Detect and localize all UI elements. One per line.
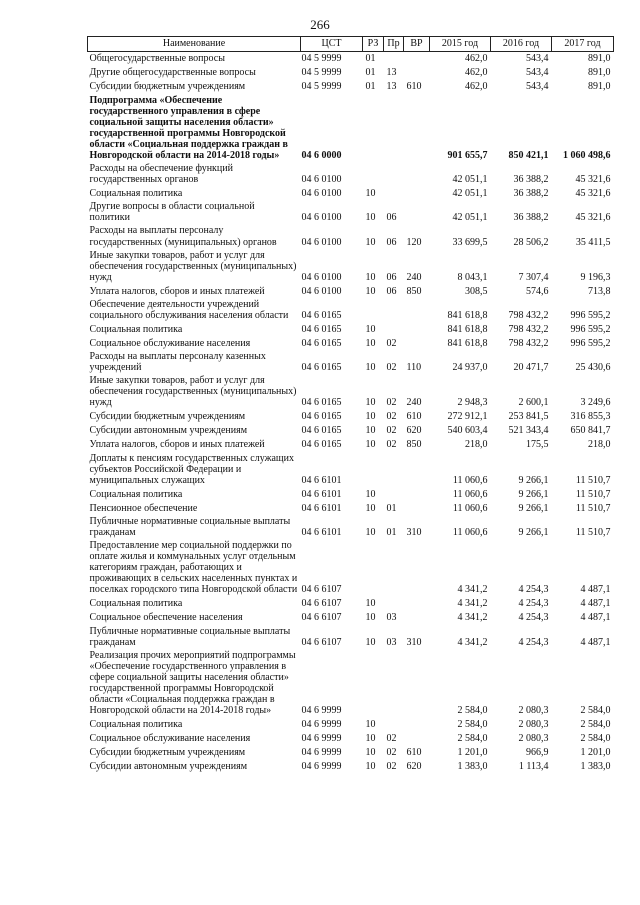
row-cst: 04 6 0100	[301, 174, 342, 186]
row-rz: 10	[365, 188, 376, 200]
row-cst: 04 6 6101	[301, 526, 342, 538]
row-cst: 04 6 9999	[301, 747, 342, 759]
header-name: Наименование	[88, 37, 301, 52]
row-2016: 543,4	[526, 81, 549, 93]
row-name: Социальная политика	[89, 598, 183, 610]
row-2016: 798 432,2	[508, 310, 549, 321]
row-2017: 1 383,0	[580, 761, 611, 773]
row-name: Общегосударственные вопросы	[89, 53, 225, 65]
row-2017: 2 584,0	[580, 733, 611, 745]
table-row	[88, 162, 614, 186]
row-2017: 4 487,1	[580, 612, 611, 624]
row-rz: 01	[365, 81, 376, 93]
row-pr	[384, 717, 404, 731]
row-2015: 841 618,8	[447, 338, 488, 349]
row-cst: 04 6 0100	[301, 212, 342, 224]
row-vr: 850	[406, 439, 422, 451]
row-pr: 02	[386, 761, 397, 773]
row-rz: 10	[365, 488, 376, 500]
row-rz: 10	[365, 598, 376, 610]
row-rz	[363, 539, 384, 596]
row-vr	[404, 322, 430, 336]
table-row	[88, 350, 614, 374]
row-2016: 36 388,2	[513, 174, 549, 186]
row-2016: 2 080,3	[518, 733, 549, 745]
budget-table	[87, 36, 614, 773]
table-row	[88, 625, 614, 649]
row-vr	[404, 539, 430, 596]
row-pr: 06	[386, 236, 397, 248]
row-pr: 06	[386, 271, 397, 283]
row-2016: 4 254,3	[518, 584, 549, 596]
row-cst: 04 6 0165	[301, 338, 342, 349]
row-2015: 4 341,2	[457, 598, 488, 610]
row-rz	[363, 162, 384, 186]
row-pr: 06	[386, 285, 397, 297]
row-cst: 04 6 0100	[301, 236, 342, 248]
table-row	[88, 649, 614, 718]
row-2017: 25 430,6	[575, 362, 611, 374]
row-vr	[404, 186, 430, 200]
row-2015: 33 699,5	[452, 236, 488, 248]
row-cst: 04 6 6107	[301, 584, 342, 596]
row-cst: 04 6 6107	[301, 598, 342, 610]
table-row	[88, 80, 614, 94]
row-2017: 891,0	[588, 67, 611, 79]
row-pr	[384, 52, 404, 66]
row-name: Другие вопросы в области социальной политики	[89, 201, 255, 224]
row-cst: 04 6 9999	[301, 719, 342, 731]
table-row	[88, 597, 614, 611]
row-cst: 04 5 9999	[301, 81, 342, 93]
row-2017: 9 196,3	[580, 271, 611, 283]
row-vr: 110	[406, 362, 422, 374]
table-row	[88, 200, 614, 224]
table-row	[88, 66, 614, 80]
row-cst: 04 6 0165	[301, 324, 342, 335]
row-pr: 02	[386, 411, 397, 423]
row-2016: 253 841,5	[508, 411, 549, 423]
row-pr: 13	[386, 67, 397, 79]
table-row	[88, 424, 614, 438]
row-2016: 4 254,3	[518, 636, 549, 648]
table-row	[88, 298, 614, 322]
row-pr: 02	[386, 397, 397, 409]
row-2017: 45 321,6	[575, 212, 611, 224]
table-row	[88, 374, 614, 409]
row-2016: 4 254,3	[518, 598, 549, 610]
row-cst: 04 6 6107	[301, 612, 342, 624]
row-cst: 04 6 6101	[301, 474, 342, 486]
row-2015: 8 043,1	[457, 271, 488, 283]
row-2016: 574,6	[526, 285, 549, 297]
row-2017: 1 060 498,6	[563, 149, 611, 161]
row-rz: 10	[365, 338, 376, 349]
row-cst: 04 5 9999	[301, 67, 342, 79]
row-2017: 45 321,6	[575, 174, 611, 186]
row-vr: 620	[406, 761, 422, 773]
row-name: Другие общегосударственные вопросы	[89, 67, 256, 79]
row-pr	[384, 452, 404, 487]
row-cst: 04 6 9999	[301, 705, 342, 717]
row-vr	[404, 597, 430, 611]
row-2015: 841 618,8	[447, 324, 488, 335]
row-cst: 04 6 6101	[301, 488, 342, 500]
row-2015: 308,5	[465, 285, 488, 297]
table-row	[88, 224, 614, 248]
row-rz: 01	[365, 53, 376, 65]
row-2015: 540 603,4	[447, 425, 488, 437]
row-cst: 04 6 0100	[301, 285, 342, 297]
row-cst: 04 6 0165	[301, 425, 342, 437]
row-2016: 543,4	[526, 53, 549, 65]
row-vr	[404, 298, 430, 322]
row-pr: 02	[386, 425, 397, 437]
row-2016: 543,4	[526, 67, 549, 79]
row-pr: 13	[386, 81, 397, 93]
header-vr: ВР	[404, 37, 430, 52]
row-vr: 620	[406, 425, 422, 437]
row-2017: 2 584,0	[580, 705, 611, 717]
row-2017: 4 487,1	[580, 584, 611, 596]
table-row	[88, 539, 614, 596]
row-2017: 11 510,7	[575, 526, 611, 538]
row-rz: 10	[365, 439, 376, 451]
row-name: Субсидии бюджетным учреждениям	[89, 747, 246, 759]
row-pr: 02	[386, 338, 397, 349]
row-2015: 462,0	[465, 53, 488, 65]
row-rz	[363, 94, 384, 163]
row-vr	[404, 452, 430, 487]
row-2016: 521 343,4	[508, 425, 549, 437]
row-2017: 713,8	[588, 285, 611, 297]
row-name: Расходы на выплаты персоналу казенных учреждений	[89, 351, 266, 374]
row-2017: 218,0	[588, 439, 611, 451]
table-row	[88, 284, 614, 298]
page-number: 266	[310, 17, 330, 32]
row-vr	[404, 162, 430, 186]
row-rz: 10	[365, 236, 376, 248]
row-pr	[384, 186, 404, 200]
row-2016: 36 388,2	[513, 188, 549, 200]
row-cst: 04 6 0165	[301, 362, 342, 374]
row-rz: 10	[365, 733, 376, 745]
row-2017: 4 487,1	[580, 636, 611, 648]
row-cst: 04 6 0165	[301, 397, 342, 409]
row-vr	[404, 611, 430, 625]
row-2016: 9 266,1	[518, 526, 549, 538]
row-2015: 42 051,1	[452, 188, 488, 200]
row-2017: 11 510,7	[575, 502, 611, 514]
row-name: Субсидии автономным учреждениям	[89, 761, 248, 773]
table-row	[88, 759, 614, 773]
row-2015: 4 341,2	[457, 584, 488, 596]
row-cst: 04 6 0165	[301, 411, 342, 423]
row-pr	[384, 539, 404, 596]
row-pr	[384, 649, 404, 718]
header-2017: 2017 год	[552, 37, 614, 52]
header-2016: 2016 год	[491, 37, 552, 52]
row-2015: 11 060,6	[452, 488, 488, 500]
row-2015: 2 948,3	[457, 397, 488, 409]
row-vr	[404, 649, 430, 718]
row-pr	[384, 597, 404, 611]
row-2015: 901 655,7	[447, 149, 488, 161]
table-row	[88, 410, 614, 424]
table-row	[88, 249, 614, 284]
row-2016: 4 254,3	[518, 612, 549, 624]
row-cst: 04 6 9999	[301, 761, 342, 773]
row-2016: 2 600,1	[518, 397, 549, 409]
row-2016: 798 432,2	[508, 324, 549, 335]
row-name: Подпрограмма «Обеспечение государственного управления в сфере социальной защиты населения области» государственной программы Новгородской области «Социальная поддержка граждан в Новгородской области на 2014-2018 годы»	[89, 94, 288, 161]
row-name: Уплата налогов, сборов и иных платежей	[89, 439, 265, 451]
row-2015: 42 051,1	[452, 212, 488, 224]
row-vr	[404, 66, 430, 80]
row-name: Иные закупки товаров, работ и услуг для обеспечения государственных (муниципальных) нужд	[89, 249, 297, 283]
row-name: Социальная политика	[89, 719, 183, 731]
row-name: Публичные нормативные социальные выплаты гражданам	[89, 515, 291, 538]
row-vr: 610	[406, 747, 422, 759]
row-2017: 1 201,0	[580, 747, 611, 759]
row-2016: 20 471,7	[513, 362, 549, 374]
row-2016: 850 421,1	[508, 149, 549, 161]
row-rz: 10	[365, 411, 376, 423]
header-cst: ЦСТ	[301, 37, 363, 52]
row-name: Обеспечение деятельности учреждений социального обслуживания населения области	[89, 298, 289, 321]
row-rz: 10	[365, 362, 376, 374]
row-name: Социальная политика	[89, 488, 183, 500]
row-cst: 04 6 0100	[301, 188, 342, 200]
row-pr: 02	[386, 362, 397, 374]
row-2017: 316 855,3	[570, 411, 611, 423]
row-vr: 120	[406, 236, 422, 248]
row-2015: 24 937,0	[452, 362, 488, 374]
row-2016: 798 432,2	[508, 338, 549, 349]
row-2017: 4 487,1	[580, 598, 611, 610]
row-2015: 218,0	[465, 439, 488, 451]
table-row	[88, 501, 614, 515]
row-2015: 272 912,1	[447, 411, 488, 423]
row-pr: 01	[386, 502, 397, 514]
row-2015: 4 341,2	[457, 636, 488, 648]
table-row	[88, 731, 614, 745]
row-2016: 2 080,3	[518, 705, 549, 717]
row-vr	[404, 336, 430, 350]
table-row	[88, 717, 614, 731]
row-cst: 04 6 6107	[301, 636, 342, 648]
row-rz	[363, 452, 384, 487]
row-2017: 891,0	[588, 53, 611, 65]
row-2017: 650 841,7	[570, 425, 611, 437]
row-2015: 1 383,0	[457, 761, 488, 773]
row-rz: 10	[365, 324, 376, 335]
row-rz: 10	[365, 271, 376, 283]
row-vr: 240	[406, 271, 422, 283]
row-2015: 2 584,0	[457, 705, 488, 717]
row-2015: 2 584,0	[457, 733, 488, 745]
header-rz: РЗ	[363, 37, 384, 52]
row-vr: 240	[406, 397, 422, 409]
row-cst: 04 6 0165	[301, 310, 342, 321]
row-2017: 2 584,0	[580, 719, 611, 731]
row-2016: 9 266,1	[518, 474, 549, 486]
table-row	[88, 438, 614, 452]
row-2015: 462,0	[465, 67, 488, 79]
row-pr	[384, 487, 404, 501]
table-row	[88, 186, 614, 200]
row-name: Расходы на выплаты персоналу государственных (муниципальных) органов	[89, 225, 277, 248]
table-row	[88, 487, 614, 501]
row-vr	[404, 200, 430, 224]
row-pr: 02	[386, 439, 397, 451]
row-name: Реализация прочих мероприятий подпрограммы «Обеспечение государственного управления в сфере социальной защиты населения области» государственной программы Новгородской области «Социальная поддержка граждан в Новгородской области на 2014-2018 годы»	[89, 649, 296, 717]
row-2016: 36 388,2	[513, 212, 549, 224]
row-name: Иные закупки товаров, работ и услуг для обеспечения государственных (муниципальных) нужд	[89, 375, 297, 409]
row-2017: 45 321,6	[575, 188, 611, 200]
row-name: Социальное обслуживание населения	[89, 733, 251, 745]
row-name: Социальное обеспечение населения	[89, 612, 243, 624]
row-pr: 03	[386, 612, 397, 624]
row-rz: 10	[365, 747, 376, 759]
row-rz: 10	[365, 526, 376, 538]
row-name: Социальная политика	[89, 324, 183, 335]
table-row	[88, 515, 614, 539]
row-vr	[404, 501, 430, 515]
row-pr: 01	[386, 526, 397, 538]
row-pr	[384, 322, 404, 336]
row-2017: 11 510,7	[575, 474, 611, 486]
row-2016: 9 266,1	[518, 502, 549, 514]
row-rz: 10	[365, 502, 376, 514]
table-row	[88, 94, 614, 163]
row-name: Уплата налогов, сборов и иных платежей	[89, 285, 265, 297]
row-vr: 310	[406, 526, 422, 538]
row-vr	[404, 52, 430, 66]
row-pr	[384, 162, 404, 186]
row-vr: 310	[406, 636, 422, 648]
row-name: Предоставление мер социальной поддержки по оплате жилья и коммунальных услуг отдельным категориям граждан, работающих и проживающих в сельских населенных пунктах и поселках городского типа Новгородской области	[89, 540, 298, 596]
row-2017: 996 595,2	[570, 310, 611, 321]
row-vr	[404, 94, 430, 163]
table-row	[88, 452, 614, 487]
row-2015: 2 584,0	[457, 719, 488, 731]
row-2015: 1 201,0	[457, 747, 488, 759]
row-vr: 850	[406, 285, 422, 297]
row-2016: 1 113,4	[518, 761, 549, 773]
row-rz	[363, 298, 384, 322]
row-rz: 10	[365, 425, 376, 437]
row-2016: 28 506,2	[513, 236, 549, 248]
row-rz: 10	[365, 636, 376, 648]
table-header-row	[88, 37, 614, 52]
row-pr	[384, 298, 404, 322]
row-rz: 10	[365, 397, 376, 409]
row-2017: 11 510,7	[575, 488, 611, 500]
row-2017: 891,0	[588, 81, 611, 93]
row-2017: 996 595,2	[570, 324, 611, 335]
row-2017: 35 411,5	[575, 236, 611, 248]
row-2015: 462,0	[465, 81, 488, 93]
row-vr: 610	[406, 81, 422, 93]
row-name: Социальная политика	[89, 188, 183, 200]
row-cst: 04 6 0000	[301, 149, 342, 161]
row-2015: 841 618,8	[447, 310, 488, 321]
row-2015: 42 051,1	[452, 174, 488, 186]
row-cst: 04 6 0165	[301, 439, 342, 451]
row-vr	[404, 731, 430, 745]
row-rz	[363, 649, 384, 718]
table-row	[88, 611, 614, 625]
row-name: Пенсионное обеспечение	[89, 502, 198, 514]
row-pr: 02	[386, 733, 397, 745]
row-2015: 11 060,6	[452, 502, 488, 514]
row-2017: 996 595,2	[570, 338, 611, 349]
row-rz: 10	[365, 761, 376, 773]
row-2015: 11 060,6	[452, 474, 488, 486]
row-name: Субсидии автономным учреждениям	[89, 425, 248, 437]
row-2016: 175,5	[526, 439, 549, 451]
row-2017: 3 249,6	[580, 397, 611, 409]
table-row	[88, 336, 614, 350]
row-rz: 10	[365, 285, 376, 297]
row-pr	[384, 94, 404, 163]
row-cst: 04 6 0100	[301, 271, 342, 283]
row-cst: 04 6 9999	[301, 733, 342, 745]
row-pr: 06	[386, 212, 397, 224]
row-rz: 01	[365, 67, 376, 79]
header-2015: 2015 год	[430, 37, 491, 52]
header-pr: Пр	[384, 37, 404, 52]
row-2016: 2 080,3	[518, 719, 549, 731]
row-2016: 966,9	[526, 747, 549, 759]
row-pr: 02	[386, 747, 397, 759]
row-cst: 04 5 9999	[301, 53, 342, 65]
row-2015: 4 341,2	[457, 612, 488, 624]
table-row	[88, 52, 614, 66]
row-name: Субсидии бюджетным учреждениям	[89, 81, 246, 93]
row-name: Доплаты к пенсиям государственных служащих субъектов Российской Федерации и муниципальных служащих	[89, 452, 294, 486]
row-vr	[404, 487, 430, 501]
row-cst: 04 6 6101	[301, 502, 342, 514]
table-row	[88, 322, 614, 336]
row-vr: 610	[406, 411, 422, 423]
row-rz: 10	[365, 212, 376, 224]
row-name: Субсидии бюджетным учреждениям	[89, 411, 246, 423]
row-2016: 9 266,1	[518, 488, 549, 500]
row-2015: 11 060,6	[452, 526, 488, 538]
row-name: Публичные нормативные социальные выплаты гражданам	[89, 625, 291, 648]
row-2016: 7 307,4	[518, 271, 549, 283]
table-row	[88, 745, 614, 759]
row-rz: 10	[365, 612, 376, 624]
row-name: Социальное обслуживание населения	[89, 338, 251, 349]
row-pr: 03	[386, 636, 397, 648]
row-name: Расходы на обеспечение функций государственных органов	[89, 163, 233, 186]
row-vr	[404, 717, 430, 731]
row-rz: 10	[365, 719, 376, 731]
